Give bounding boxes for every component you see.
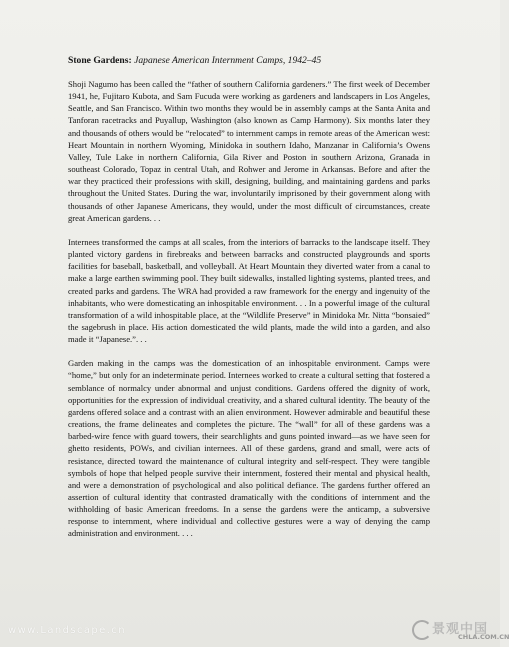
paragraph-2: Internees transformed the camps at all scales, from the interiors of barracks to the landscape itself. They planted victory gardens in firebreaks and between barracks and constructed playgrounds and sports facilities for baseball, basketball, and volleyball. At Heart Mountain they diverted water from a canal to make a large earthen swimming pool. They built sidewalks, installed lighting systems, planted trees, and created parks and gardens. The WRA had provided a raw framework for the energy and ingenuity of the inhabitants, who were domesticating an inhospitable environment. . . In a powerful image of the cultural transformation of a wild inhospitable place, at the “Wildlife Preserve” in Minidoka Mr. Nitta “bonsaied” the sagebrush in place. His action domesticated the wild plants, made the wild into a garden, and also made it “Japanese.”. . . — [68, 236, 430, 345]
document-title — [68, 55, 430, 67]
logo-domain: CHLA.COM.CN — [458, 633, 509, 641]
paragraph-1: Shoji Nagumo has been called the “father of southern California gardeners.” The first week of December 1941, he, Fujitaro Kubota, and Sam Fucuda were working as gardeners and landscapers in Los Angeles, Seattle, and San Francisco. Within two months they would be in assembly camps at the Santa Anita and Tanforan racetracks and Puyallup, Washington (also known as Camp Harmony). Six months later they and thousands of others would be “relocated” to internment camps in remote areas of the American west: Heart Mountain in northern Wyoming, Minidoka in southern Idaho, Manzanar in California’s Owens Valley, Tule Lake in northern California, Gila River and Poston in southern Arizona, Granada in southeast Colorado, Topaz in central Utah, and Rohwer and Jerome in Arkansas. Before and after the war they practiced their professions with skill, designing, building, and maintaining gardens and parks throughout the United States. During the war, involuntarily imprisoned by their government along with thousands of other Japanese Americans, they would, under the most difficult of circumstances, create great American gardens. . . — [68, 79, 430, 223]
site-logo — [412, 616, 509, 644]
title-main: Stone Gardens: — [68, 55, 135, 66]
title-subtitle: Japanese American Internment Camps, 1942–45 — [134, 55, 322, 66]
document-body — [68, 55, 430, 552]
site-watermark: www.Landscape.cn — [8, 625, 126, 636]
logo-icon — [412, 620, 432, 640]
logo-text: 景观中国 — [432, 622, 489, 637]
paragraph-3: Garden making in the camps was the domestication of an inhospitable environment. Camps were “home,” but only for an indeterminate period. Internees worked to create a cultural setting that fostered a semblance of normalcy under abnormal and unjust conditions. Gardens offered the dignity of work, opportunities for the expression of individual creativity, and a shared cultural identity. The beauty of the gardens offered solace and a contrast with an alien environment. However admirable and beautiful these creations, the frame delineates and completes the picture. The “wall” for all of these gardens was a barbed-wire fence with guard towers, their searchlights and guns pointed inward—as we have seen for ghetto residents, POWs, and civilian internees. All of these gardens, grand and small, were acts of resistance, directed toward the maintenance of cultural integrity and self-respect. They were tangible symbols of hope that helped people survive their internment, fostered their mental and physical health, and were a demonstration of psychological and also political defiance. The gardens further offered an assertion of cultural identity that contrasted dramatically with the conditions of internment and the withholding of basic American freedoms. In a sense the gardens were the anticamp, a subversive response to internment, where individual and collective gestures were a way of denying the camp administration and environment. . . . — [68, 358, 430, 539]
